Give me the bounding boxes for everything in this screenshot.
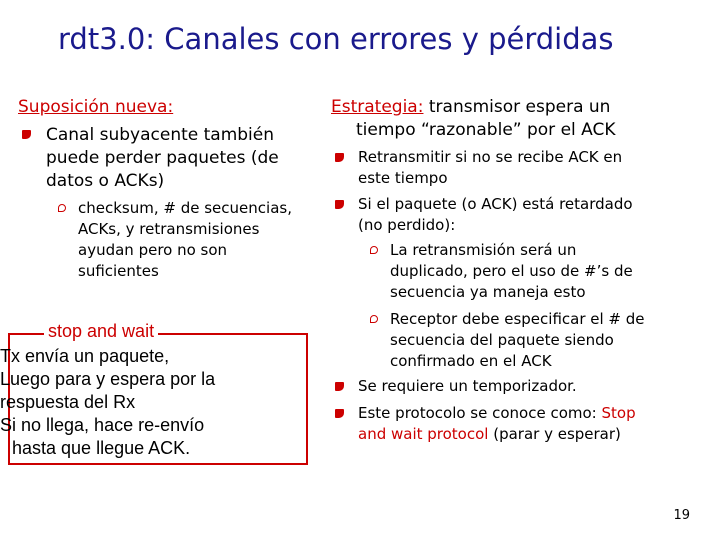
right-heading-line-2: tiempo “razonable” por el ACK: [356, 120, 616, 140]
right-s1-line-1: La retransmisión será un: [390, 241, 577, 259]
right-s1-line-3: secuencia ya maneja esto: [390, 283, 586, 301]
right-b4-red-2: and wait protocol: [358, 425, 489, 443]
right-b1-line-2: este tiempo: [358, 169, 448, 187]
right-b4-post: (parar y esperar): [488, 425, 621, 443]
page-number: 19: [673, 508, 690, 523]
left-sub-line-4: suficientes: [78, 262, 159, 280]
right-b4-pre: Este protocolo se conoce como:: [358, 404, 602, 422]
bullet-icon: [335, 200, 344, 209]
left-bullet-line-1: Canal subyacente también: [46, 125, 275, 145]
left-sub-line-3: ayudan pero no son: [78, 241, 228, 259]
sub-bullet-icon: [370, 315, 378, 323]
right-heading-rest: transmisor espera un: [423, 97, 611, 117]
bullet-icon: [22, 130, 31, 139]
bullet-icon: [335, 409, 344, 418]
right-b3: Se requiere un temporizador.: [358, 377, 577, 395]
left-bullet-line-2: puede perder paquetes (de: [46, 148, 279, 168]
right-b4-line-2: [358, 424, 621, 445]
right-heading-label: Estrategia:: [331, 97, 424, 117]
sub-bullet-icon: [370, 246, 378, 254]
left-sub-line-1: checksum, # de secuencias,: [78, 199, 292, 217]
right-b2-line-1: Si el paquete (o ACK) está retardado: [358, 195, 633, 213]
right-s2-line-1: Receptor debe especificar el # de: [390, 310, 645, 328]
box-line-2: Luego para y espera por la: [0, 369, 216, 389]
box-text: [0, 345, 241, 460]
box-title: stop and wait: [44, 321, 158, 342]
bullet-icon: [335, 153, 344, 162]
box-line-1: Tx envía un paquete,: [0, 346, 170, 366]
bullet-icon: [335, 382, 344, 391]
sub-bullet-icon: [58, 204, 66, 212]
box-line-4: Si no llega, hace re-envío: [0, 415, 205, 435]
right-b1-line-1: Retransmitir si no se recibe ACK en: [358, 148, 623, 166]
right-b4-red-1: Stop: [601, 404, 636, 422]
box-line-3: respuesta del Rx: [0, 392, 136, 412]
box-line-5: hasta que llegue ACK.: [12, 438, 191, 458]
left-bullet-line-3: datos o ACKs): [46, 171, 165, 191]
right-s1-line-2: duplicado, pero el uso de #’s de: [390, 262, 633, 280]
right-s2-line-3: confirmado en el ACK: [390, 352, 552, 370]
left-heading: Suposición nueva:: [18, 97, 174, 117]
left-sub-line-2: ACKs, y retransmisiones: [78, 220, 260, 238]
right-b2-line-2: (no perdido):: [358, 216, 456, 234]
right-heading: [331, 96, 610, 119]
right-b4-line-1: [358, 403, 636, 424]
slide-title: rdt3.0: Canales con errores y pérdidas: [58, 22, 614, 56]
right-s2-line-2: secuencia del paquete siendo: [390, 331, 614, 349]
